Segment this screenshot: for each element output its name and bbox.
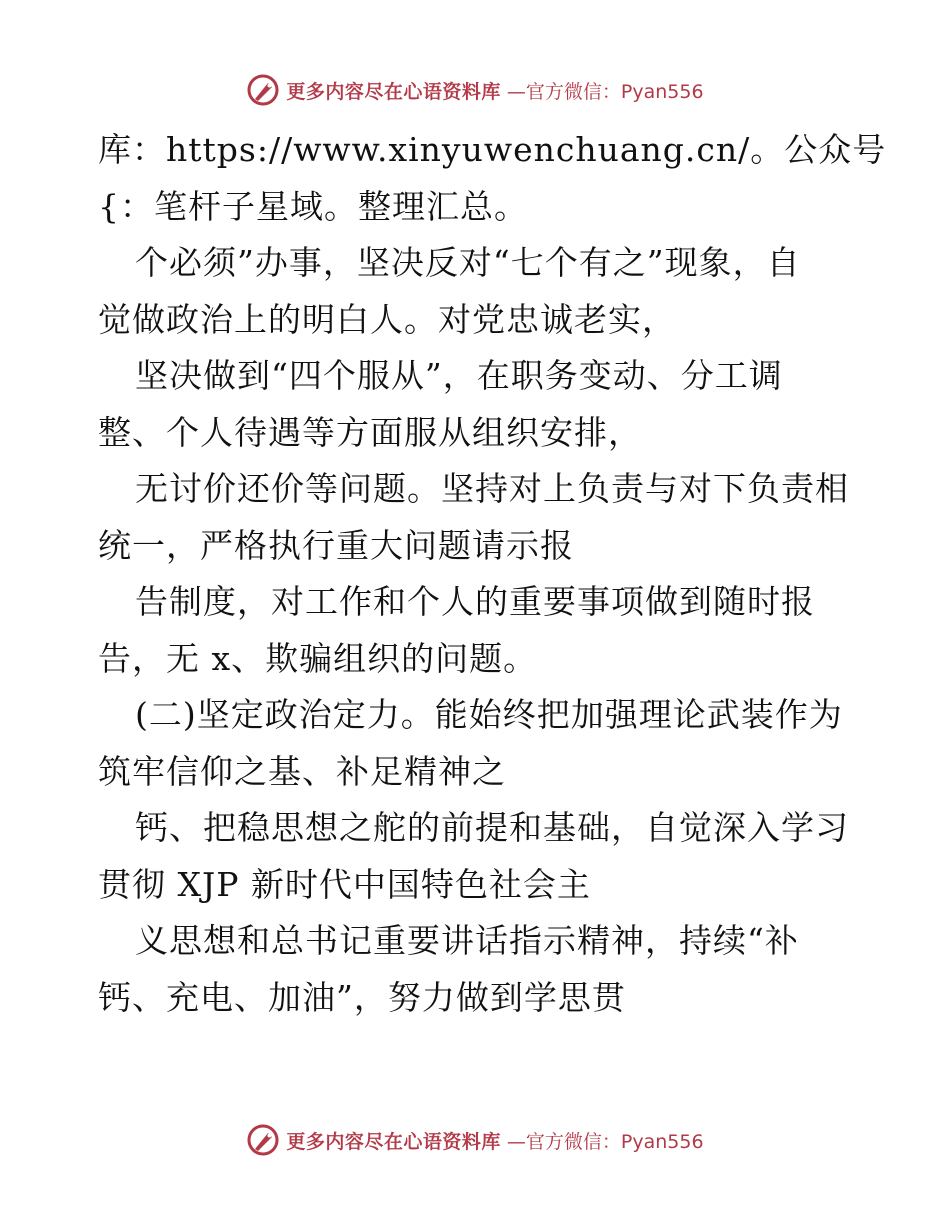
text-line: 义思想和总书记重要讲话指示精神，持续“补 [135,921,799,960]
text-line: 无讨价还价等问题。坚持对上负责与对下负责相 [135,469,849,508]
document-body [98,122,887,1026]
pen-nib-logo-icon [246,1123,280,1157]
text-line: 觉做政治上的明白人。对党忠诚老实， [98,299,676,339]
text-line: 钙、充电、加油”，努力做到学思贯 [98,977,626,1017]
banner-main-text: 更多内容尽在心语资料库 [286,80,501,103]
banner-main-text: 更多内容尽在心语资料库 [286,1130,501,1153]
text-line: {：笔杆子星域。整理汇总。 [98,186,528,226]
text-line: 整、个人待遇等方面服从组织安排， [98,412,642,452]
text-line: 贯彻 XJP 新时代中国特色社会主 [98,864,591,904]
text-line: 坚决做到“四个服从”，在职务变动、分工调 [135,356,783,395]
pen-nib-logo-icon [246,73,280,107]
text-line: 告制度，对工作和个人的重要事项做到随时报 [135,582,815,621]
text-line: 统一，严格执行重大问题请示报 [98,525,574,565]
text-line: 库：https://www.xinyuwenchuang.cn/。公众号 [98,130,887,169]
text-line: 筑牢信仰之基、补足精神之 [98,751,506,791]
text-line: (二)坚定政治定力。能始终把加强理论武装作为 [135,695,843,734]
text-line: 个必须”办事，坚决反对“七个有之”现象，自 [135,243,801,282]
text-line: 钙、把稳思想之舵的前提和基础，自觉深入学习 [135,808,849,847]
banner-sub-text: —官方微信：Pyan556 [506,80,704,103]
banner-sub-text: —官方微信：Pyan556 [506,1130,704,1153]
footer-watermark-banner [0,1120,950,1160]
text-line: 告，无 x、欺骗组织的问题。 [98,638,538,678]
header-watermark-banner [0,70,950,110]
